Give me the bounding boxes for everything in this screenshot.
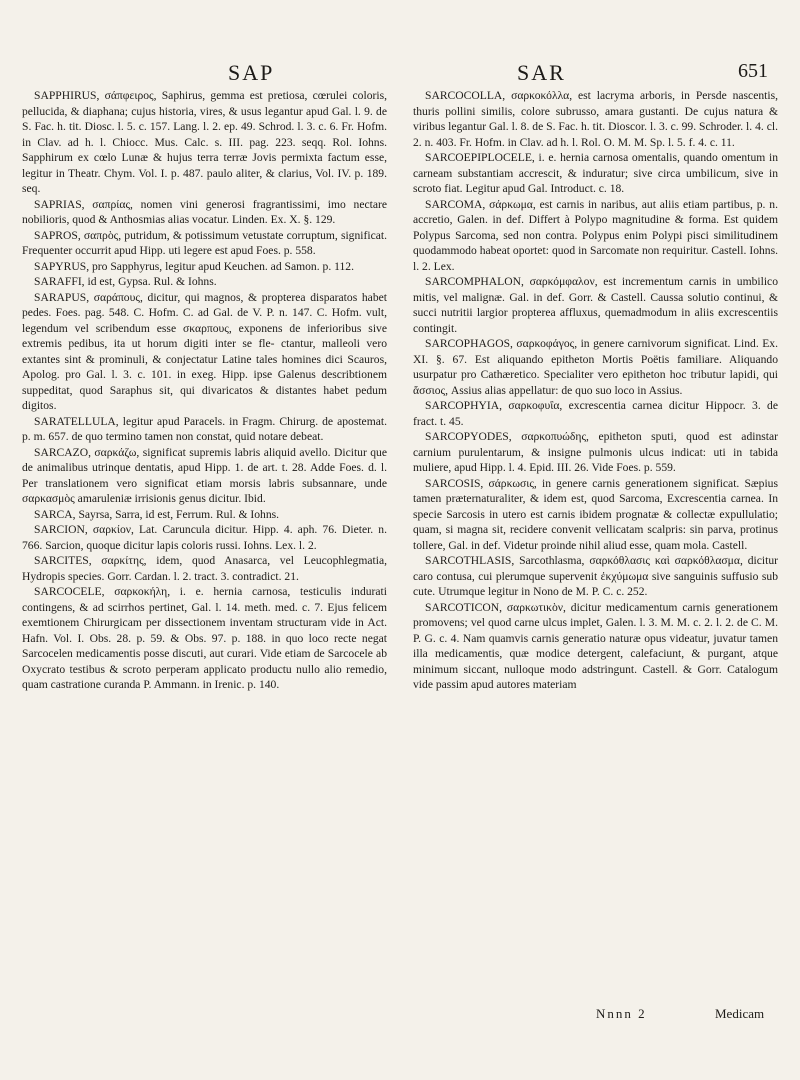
header-middle: SAR — [517, 60, 566, 85]
right-column — [413, 88, 778, 693]
dictionary-entry: SARCITES, σαρκίτης, idem, quod Anasarca, vel Leucophlegmatia, Hydropis species. Gorr. Cardan. l. 2. tract. 3. contradict. 21. — [22, 554, 387, 583]
dictionary-entry: SARCAZO, σαρκάζω, significat supremis labris aliquid avello. Dicitur que de animalibus utrinque dentatis, apud Hipp. 1. de art. t. 28. Adde Foes. d. l. Per translationem vero significat etiam morsis labris subsannare, unde σαρκασμὸς amaruleniæ irrisionis genus dicitur. Ibid. — [22, 445, 387, 505]
dictionary-entry: SARCOEPIPLOCELE, i. e. hernia carnosa omentalis, quando omentum in carneam substantiam accrescit, & induratur; sive circa umbilicum, sive in scroto fiat. Legitur apud Gal. Introduct. c. 18. — [413, 151, 778, 195]
dictionary-entry: SARCA, Sayrsa, Sarra, id est, Ferrum. Rul. & Iohns. — [34, 507, 280, 521]
dictionary-entry: SARCOPYODES, σαρκοπυώδης, epitheton sputi, quod est adinstar carnium purulentarum, & insigne pulmonis ulcus indicat: uti in tabida muliere, apud Hipp. l. 4. Epid. III. 26. Vide Foes. p. 559. — [413, 430, 778, 474]
catchword: Medicam — [715, 1006, 765, 1021]
dictionary-entry: SARCOCELE, σαρκοκήλη, i. e. hernia carnosa, testiculis indurati contingens, & ad scirrhos pertinet, Gal. l. 14. meth. med. c. 7. Ejus felicem exemtionem Chirurgicam per dissectionem inventam structuram vide in Act. Hafn. Vol. I. Obs. 28. p. 59. & Obs. 97. p. 188. in quo loco recte negat Sarcocelen medicamentis posse discuti, aut curari. Vide etiam de Sarcocele ab Oxycrato testibus & scroto perperam applicato productu nullo alio remedio, quam castratione curanda P. Ammann. in Irenic. p. 140. — [22, 585, 387, 691]
dictionary-entry: SARCOMA, σάρκωμα, est carnis in naribus, aut aliis etiam partibus, p. n. accretio, Galen. in def. Differt à Polypo magnitudine & forma. Est quidem Polypus Sarcoma, sed non contra. Polypus enim Polypi pisci similitudinem quodammodo habeat oportet: quod in Sarcomate non requiritur. Castell. Iohns. l. 2. Lex. — [413, 197, 778, 273]
dictionary-entry: SARATELLULA, legitur apud Paracels. in Fragm. Chirurg. de apostemat. p. m. 657. de quo termino tamen non constat, quid notare debeat. — [22, 414, 387, 443]
dictionary-entry: SARCOTICON, σαρκωτικὸν, dicitur medicamentum carnis generationem promovens; vel quod carne ulcus implet, Galen. l. 3. M. M. c. 2. l. 2. de C. M. P. G. c. 4. Nam quamvis carnis generatio naturæ opus videatur, juvatur tamen illa medicamentis, quæ modice detergent, calefaciunt, & purgant, atque minimum siccant, nulloque modo adstringunt. Castell. & Gorr. Catalogum vide passim apud autores materiam — [413, 600, 778, 691]
dictionary-entry: SAPRIAS, σαπρίας, nomen vini generosi fragrantissimi, imo nectare nobilioris, quod & Anthosmias alias vocatur. Linden. Ex. X. §. 129. — [22, 197, 387, 226]
dictionary-entry: SARCOPHAGOS, σαρκοφάγος, in genere carnivorum significat. Lind. Ex. XI. §. 67. Est aliquando epitheton Mortis Poëtis familiare. Aliquando usurpatur pro Cathæretico. Specialiter vero epitheton hoc tributur lapidi, qui ἄσσιος, Assius alias appellatur: de quo suo loco in Assius. — [413, 337, 778, 397]
dictionary-entry: SARAFFI, id est, Gypsa. Rul. & Iohns. — [34, 275, 217, 288]
page-footer — [0, 1006, 800, 1026]
two-column-text — [22, 88, 778, 693]
dictionary-entry: SARCION, σαρκίον, Lat. Caruncula dicitur. Hipp. 4. aph. 76. Dieter. n. 766. Sarcion, quoque dicitur lapis coloris russi. Iohns. Lex. l. 2. — [22, 523, 387, 552]
dictionary-entry: SARAPUS, σαράπους, dicitur, qui magnos, & propterea disparatos habet pedes. Foes. pag. 548. C. Hofm. C. ad Gal. de V. P. n. 147. C. Hofm. vult, legendum vel scribendum esse σκαρπους, exponens de inferioribus sive extremis pedibus, ita ut horum digiti inter se fle- ctantur, malleoli vero extantes sint & prominuli, & conjectatur Latine tales homines dici Scauros, Apolog. pro Gal. l. 3. c. 101. in exeg. Hipp. ipse Galenus describtionem suppeditat, quod Saraphus sit, qui divaricatos & distantes habet pedum digitos. — [22, 290, 387, 412]
running-header — [0, 60, 800, 90]
page-number: 651 — [738, 60, 768, 82]
signature-mark: Nnnn 2 — [596, 1006, 647, 1021]
header-left: SAP — [228, 60, 275, 85]
dictionary-entry: SARCOPHYIA, σαρκοφυΐα, excrescentia carnea dicitur Hippocr. 3. de fract. t. 45. — [413, 399, 778, 428]
dictionary-entry: SAPPHIRUS, σάπφειρος, Saphirus, gemma est pretiosa, cœrulei coloris, pellucida, & diaphana; cujus historia, vires, & usus legantur apud Gal. l. 9. de S. Fac. h. tit. Diosc. l. 5. c. 157. Lang. l. 2. ep. 49. Schrod. l. 3. c. 6. Fr. Hofm. in Clav. ad h. l. Chiocc. Mus. Calc. s. III. pag. 223. seqq. Rol. Iohns. Sapphirum ex cœlo Lunæ & hujus terra terræ Jovis permixta factum esse, legitur in Theatr. Chym. Vol. I. p. 487. paulo aliter, & clarius, Vol. IV. p. 189. seq. — [22, 89, 387, 195]
dictionary-entry: SARCOTHLASIS, Sarcothlasma, σαρκόθλασις καὶ σαρκόθλασμα, dicitur caro contusa, cui plerumque supervenit ἐκχύμωμα sive sanguinis suffusio sub cute. Utrumque legitur in Nono de M. P. C. c. 252. — [413, 554, 778, 598]
dictionary-entry: SARCOCOLLA, σαρκοκόλλα, est lacryma arboris, in Persde nascentis, thuris pollini similis, colore subrusso, amara gustanti. De cujus natura & viribus legantur Gal. l. 8. de S. Fac. h. tit. Dioscor. l. 3. c. 99. Schroder. l. 4. cl. 2. n. 403. Fr. Hofm. in Clav. ad h. l. Rol. O. M. M. Sp. l. 5. f. 4. c. 11. — [413, 89, 778, 149]
dictionary-entry: SAPYRUS, pro Sapphyrus, legitur apud Keuchen. ad Samon. p. 112. — [34, 259, 354, 273]
dictionary-entry: SARCOMPHALON, σαρκόμφαλον, est incrementum carnis in umbilico mitis, vel malignæ. Gal. in def. Gorr. & Castell. Caussa solutio continui, & succi nutritii largior propterea affluxus, quemadmodum in aliis excrescentiis contingit. — [413, 275, 778, 335]
left-column — [22, 88, 387, 693]
dictionary-entry: SARCOSIS, σάρκωσις, in genere carnis generationem significat. Sæpius tamen præternaturaliter, & idem est, quod Sarcoma, Excrescentia carnea. In specie Sarcosis in utero est carnis ibidem prognatæ & collectæ expullulatio; quam, si magna sit, recidere convenit vellicatam scalpris: sin parva, protinus tollere, Gal. in def. Videtur proinde nihil aliud esse, quam mola. Castell. — [413, 476, 778, 552]
dictionary-entry: SAPROS, σαπρὸς, putridum, & potissimum vetustate corruptum, significat. Frequenter occurrit apud Hipp. uti legere est apud Foes. p. 558. — [22, 228, 387, 257]
